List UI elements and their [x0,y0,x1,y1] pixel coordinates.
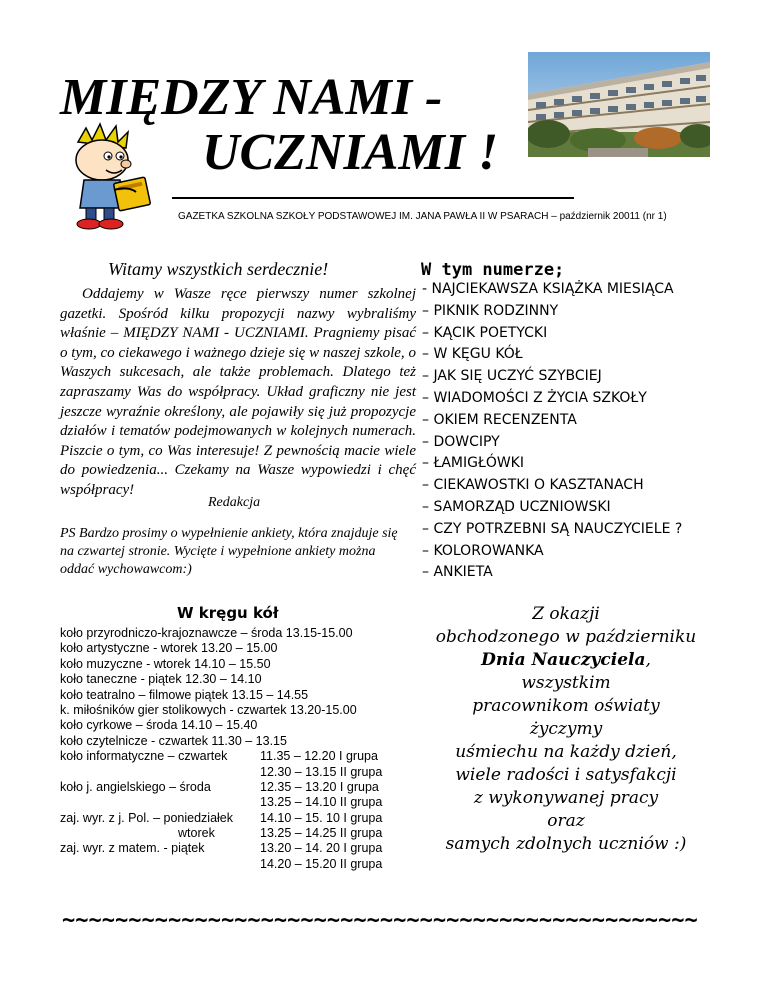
club-line: koło taneczne - piątek 12.30 – 14.10 [60,672,262,687]
club-line: koło przyrodniczo-krajoznawcze – środa 13.15-15.00 [60,626,353,640]
club-group-row: 13.25 – 14.10 II grupa [260,795,383,810]
toc-item: – WIADOMOŚCI Z ŻYCIA SZKOŁY [422,389,647,406]
club-group-row: 14.20 – 15.20 II grupa [260,856,383,871]
toc-item: – KĄCIK POETYCKI [422,324,548,341]
editorial-signature: Redakcja [208,495,261,510]
club-line: koło artystyczne - wtorek 13.20 – 15.00 [60,641,278,656]
footer-divider: ~~~~~~~~~~~~~~~~~~~~~~~~~~~~~~~~~~~~~~~~~~~~~~~~ [62,908,698,933]
toc-item: – SAMORZĄD UCZNIOWSKI [422,498,611,515]
title-line-2: UCZNIAMI ! [202,124,499,181]
toc-item: – ŁAMIGŁÓWKI [422,455,524,472]
welcome-text: Oddajemy w Wasze ręce pierwszy numer szkolnej gazetki. Spośród kilku propozycji nazwy wybraliśmy właśnie – MIĘDZY NAMI - UCZNIAMI. Pragniemy pisać o tym, co ciekawego i ważnego dzieje się w naszej szkole, o Waszych sukcesach, ale także problemach. Dlatego też zapraszamy Was do współpracy. Układ graficzny nie jest jeszcze wyraźnie określony, ale pojawiły się już propozycje działów i tematów podejmowanych w kolejnych numerach. Piszcie o tym, co Was interesuje! Z pewnością macie wiele do powiedzenia... Czekamy na Wasze wypowiedzi i chęć współpracy! [60,286,416,498]
club-group-row: zaj. wyr. z j. Pol. – poniedziałek 14.10 – 15. 10 I grupa [60,810,383,825]
cartoon-student-illustration [58,120,168,232]
toc-item: – ANKIETA [422,564,493,581]
toc-item: – CIEKAWOSTKI O KASZTANACH [422,477,644,494]
club-line: k. miłośników gier stolikowych - czwartek 13.20-15.00 [60,702,357,717]
club-group-row: wtorek 13.25 – 14.25 II grupa [178,826,383,841]
club-line: koło teatralno – filmowe piątek 13.15 – 14.55 [60,687,309,702]
newspaper-subtitle: GAZETKA SZKOLNA SZKOŁY PODSTAWOWEJ IM. JANA PAWŁA II W PSARACH – październik 20011 (nr 1) [178,211,667,222]
toc-item: – JAK SIĘ UCZYĆ SZYBCIEJ [422,368,602,385]
title-line-1: MIĘDZY NAMI - [60,69,443,126]
toc-item: – OKIEM RECENZENTA [422,411,577,428]
club-line: koło czytelnicze - czwartek 11.30 – 13.15 [60,733,287,748]
ps-note: PS Bardzo prosimy o wypełnienie ankiety, która znajduje się na czwartej stronie. Wycięte i wypełnione ankiety można oddać wychowawcom:) [60,526,398,577]
toc-item: – KOLOROWANKA [422,542,544,559]
clubs-heading: W kręgu kół [177,604,279,622]
teachers-day-wishes: Z okazji obchodzonego w październiku Dnia Nauczyciela, wszystkim pracownikom oświaty życzymy uśmiechu na każdy dzień, wiele radości i satysfakcji z wykonywanej pracy oraz samych zdolnych uczniów :) [435,604,697,854]
welcome-heading: Witamy wszystkich serdecznie! [108,259,329,279]
club-group-row: zaj. wyr. z matem. - piątek 13.20 – 14. 20 I grupa [60,841,383,856]
toc-item: – W KĘGU KÓŁ [422,346,523,363]
club-line: koło cyrkowe – środa 14.10 – 15.40 [60,718,258,733]
club-group-row: 12.30 – 13.15 II grupa [260,764,383,779]
clubs-schedule [60,626,430,872]
toc-item: – DOWCIPY [422,433,500,450]
toc-heading: W tym numerze; [421,260,565,280]
club-group-row: koło informatyczne – czwartek 11.35 – 12.20 I grupa [60,749,378,764]
toc-item: – CZY POTRZEBNI SĄ NAUCZYCIELE ? [422,520,683,537]
club-group-row: koło j. angielskiego – środa 12.35 – 13.20 I grupa [60,779,379,794]
club-line: koło muzyczne - wtorek 14.10 – 15.50 [60,656,271,671]
school-building-photo [528,52,710,157]
toc-list [422,279,682,584]
header-rule [172,197,574,199]
toc-item: - NAJCIEKAWSZA KSIĄŻKA MIESIĄCA [422,281,674,297]
teachers-day-name: Dnia Nauczyciela [481,650,646,670]
toc-item: – PIKNIK RODZINNY [422,302,559,319]
